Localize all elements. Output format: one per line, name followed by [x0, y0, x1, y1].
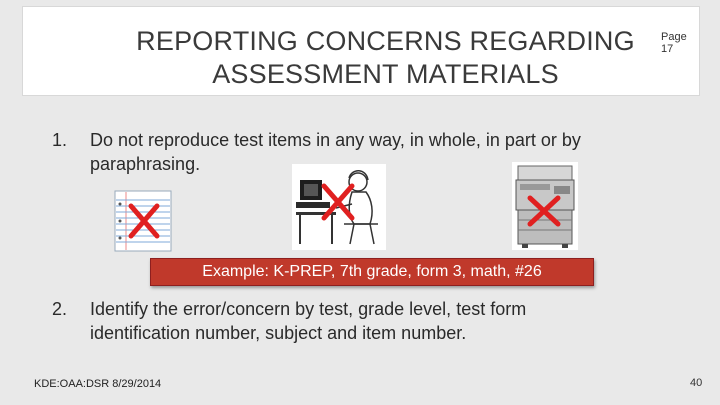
page-number: 40: [690, 377, 703, 389]
person-at-computer-icon: [292, 164, 386, 250]
item-text: Identify the error/concern by test, grade level, test form identification number, subject and item number.: [90, 299, 527, 343]
footer-text: KDE:OAA:DSR 8/29/2014: [34, 378, 162, 390]
item-text: Do not reproduce test items in any way, in whole, in part or by paraphrasing.: [90, 130, 581, 174]
title-box: [22, 6, 700, 96]
example-banner: Example: K-PREP, 7th grade, form 3, math, #26: [150, 258, 594, 286]
photocopier-icon: [512, 162, 578, 250]
slide-title: REPORTING CONCERNS REGARDING ASSESSMENT MATERIALS: [136, 26, 635, 89]
item-number: 1.: [52, 130, 68, 150]
item-number: 2.: [52, 299, 68, 319]
notebook-paper-icon: [114, 190, 172, 252]
page-label: Page 17: [661, 31, 687, 55]
